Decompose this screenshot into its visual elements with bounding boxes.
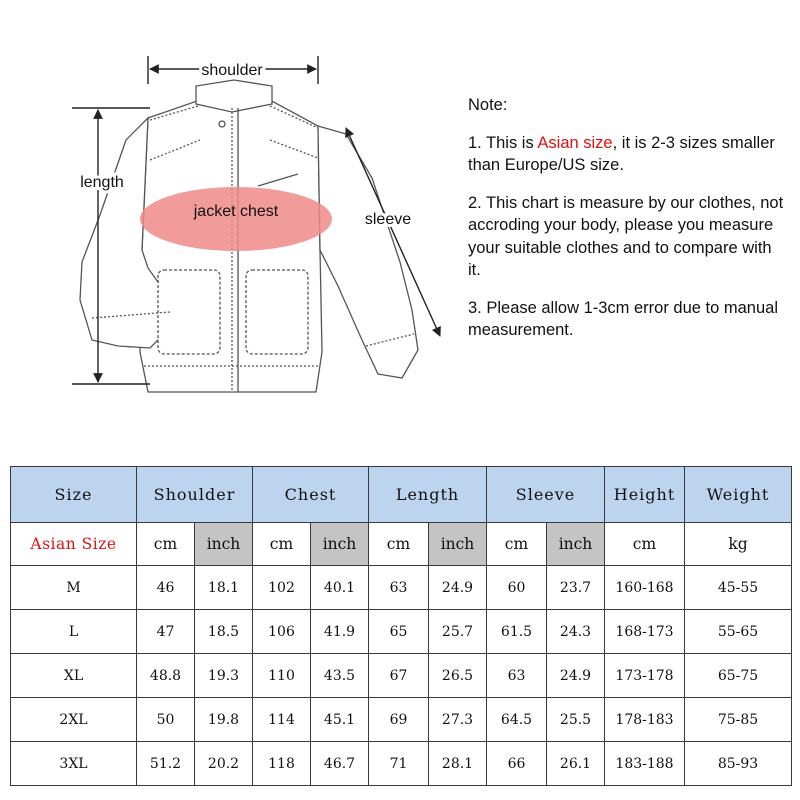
table-cell: 60 <box>487 566 547 610</box>
table-row <box>11 654 792 698</box>
table-cell: 106 <box>253 610 311 654</box>
header-height: Height <box>605 467 685 523</box>
table-cell: 41.9 <box>311 610 369 654</box>
length-label: length <box>80 174 124 191</box>
table-cell: 43.5 <box>311 654 369 698</box>
table-cell: 24.9 <box>429 566 487 610</box>
table-cell: 48.8 <box>137 654 195 698</box>
table-cell: 19.8 <box>195 698 253 742</box>
table-cell: 20.2 <box>195 742 253 786</box>
table-cell: 160-168 <box>605 566 685 610</box>
header-length: Length <box>369 467 487 523</box>
jacket-diagram <box>0 0 460 420</box>
table-cell: 63 <box>487 654 547 698</box>
header-chest: Chest <box>253 467 369 523</box>
table-cell: 51.2 <box>137 742 195 786</box>
table-cell: 45.1 <box>311 698 369 742</box>
table-cell: 19.3 <box>195 654 253 698</box>
units-row <box>11 523 792 566</box>
note-3: 3. Please allow 1-3cm error due to manual measurement. <box>468 298 778 339</box>
unit-cell: inch <box>311 523 369 566</box>
table-cell: XL <box>11 654 137 698</box>
table-cell: 102 <box>253 566 311 610</box>
chest-label: jacket chest <box>193 203 279 220</box>
shoulder-label: shoulder <box>201 62 263 79</box>
table-cell: 61.5 <box>487 610 547 654</box>
table-cell: 50 <box>137 698 195 742</box>
table-cell: 71 <box>369 742 429 786</box>
table-cell: 55-65 <box>685 610 792 654</box>
unit-cell: cm <box>487 523 547 566</box>
note-2: 2. This chart is measure by our clothes, not accroding your body, please you measure your suitable clothes and to compare with it. <box>468 193 784 279</box>
table-cell: 110 <box>253 654 311 698</box>
header-size: Size <box>11 467 137 523</box>
unit-cell: inch <box>429 523 487 566</box>
table-cell: 63 <box>369 566 429 610</box>
unit-cell: inch <box>547 523 605 566</box>
header-shoulder: Shoulder <box>137 467 253 523</box>
table-cell: 28.1 <box>429 742 487 786</box>
unit-cell: cm <box>605 523 685 566</box>
header-weight: Weight <box>685 467 792 523</box>
table-cell: 26.5 <box>429 654 487 698</box>
asian-size-highlight: Asian size <box>537 133 613 152</box>
unit-cell: cm <box>253 523 311 566</box>
table-cell: 23.7 <box>547 566 605 610</box>
unit-cell: kg <box>685 523 792 566</box>
note-1-end: , it is 2-3 sizes smaller than Europe/US size. <box>468 133 775 174</box>
note-1 <box>468 132 788 177</box>
table-cell: M <box>11 566 137 610</box>
table-cell: 85-93 <box>685 742 792 786</box>
header-row <box>11 467 792 523</box>
table-cell: 46.7 <box>311 742 369 786</box>
table-cell: 168-173 <box>605 610 685 654</box>
table-cell: 25.5 <box>547 698 605 742</box>
table-cell: 69 <box>369 698 429 742</box>
table-cell: 67 <box>369 654 429 698</box>
table-cell: 24.9 <box>547 654 605 698</box>
table-cell: 65-75 <box>685 654 792 698</box>
table-cell: 118 <box>253 742 311 786</box>
table-cell: 47 <box>137 610 195 654</box>
asian-size-label: Asian Size <box>11 523 137 566</box>
table-cell: 64.5 <box>487 698 547 742</box>
table-row <box>11 566 792 610</box>
table-cell: 75-85 <box>685 698 792 742</box>
table-cell: 173-178 <box>605 654 685 698</box>
table-cell: 183-188 <box>605 742 685 786</box>
unit-cell: cm <box>137 523 195 566</box>
table-cell: 178-183 <box>605 698 685 742</box>
table-cell: 40.1 <box>311 566 369 610</box>
table-cell: 24.3 <box>547 610 605 654</box>
table-cell: 18.5 <box>195 610 253 654</box>
unit-cell: inch <box>195 523 253 566</box>
table-cell: 46 <box>137 566 195 610</box>
table-cell: 25.7 <box>429 610 487 654</box>
table-cell: 2XL <box>11 698 137 742</box>
table-row <box>11 742 792 786</box>
size-chart-table <box>10 466 792 786</box>
notes-title: Note: <box>468 96 508 114</box>
header-sleeve: Sleeve <box>487 467 605 523</box>
table-cell: 27.3 <box>429 698 487 742</box>
table-cell: 65 <box>369 610 429 654</box>
table-cell: 114 <box>253 698 311 742</box>
table-cell: 45-55 <box>685 566 792 610</box>
table-cell: 26.1 <box>547 742 605 786</box>
notes <box>468 94 788 357</box>
table-cell: L <box>11 610 137 654</box>
sleeve-label: sleeve <box>364 211 412 228</box>
note-1-start: 1. This is <box>468 133 538 152</box>
table-cell: 66 <box>487 742 547 786</box>
table-cell: 3XL <box>11 742 137 786</box>
table-row <box>11 698 792 742</box>
unit-cell: cm <box>369 523 429 566</box>
table-cell: 18.1 <box>195 566 253 610</box>
table-row <box>11 610 792 654</box>
